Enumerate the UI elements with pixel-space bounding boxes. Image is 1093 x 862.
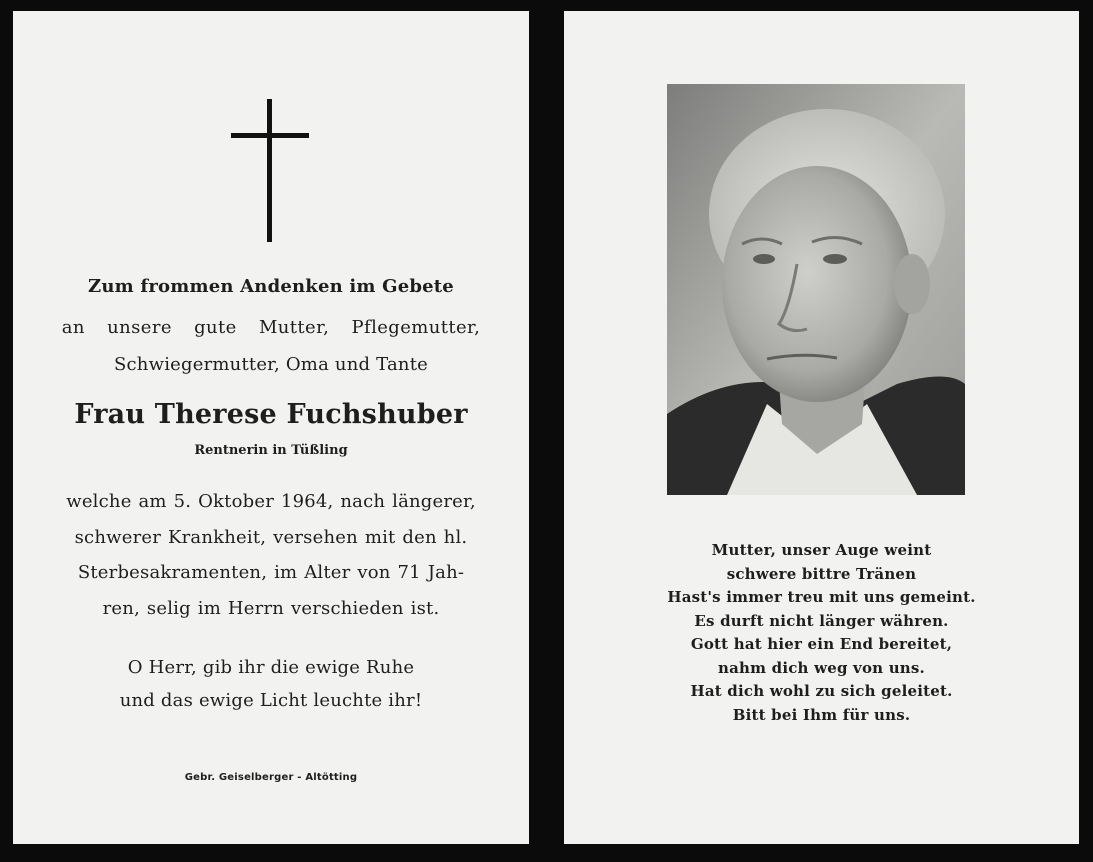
prayer-line: und das ewige Licht leuchte ihr! [119, 690, 423, 711]
relation-line-2: Schwiegermutter, Oma und Tante [114, 354, 428, 375]
right-card [564, 11, 1079, 844]
poem-line: Hast's immer treu mit uns gemeint. [667, 588, 976, 606]
left-card [13, 11, 529, 844]
deceased-name: Frau Therese Fuchshuber [74, 399, 468, 430]
portrait-photo [667, 84, 965, 495]
occupation: Rentnerin in Tüßling [194, 443, 348, 458]
poem-line: Bitt bei Ihm für uns. [732, 705, 911, 724]
poem-line: Es durft nicht länger währen. [694, 611, 949, 630]
heading: Zum frommen Andenken im Gebete [88, 276, 454, 297]
prayer-line: O Herr, gib ihr die ewige Ruhe [127, 657, 415, 678]
printer-imprint: Gebr. Geiselberger - Altötting [184, 772, 358, 783]
poem-line: schwere bittre Tränen [726, 564, 917, 583]
relation-line-1: an unsere gute Mutter, Pflegemutter, [61, 317, 481, 338]
obituary-text [53, 484, 489, 626]
poem-line: Gott hat hier ein End bereitet, [690, 635, 953, 653]
cross-icon [231, 99, 309, 242]
portrait-image [667, 84, 965, 495]
obituary-line: welche am 5. Oktober 1964, nach längerer, [66, 491, 476, 512]
obituary-line: ren, selig im Herrn verschieden ist. [102, 597, 440, 619]
prayer [53, 651, 489, 717]
obituary-line: schwerer Krankheit, versehen mit den hl. [74, 526, 468, 548]
poem-line: Hat dich wohl zu sich geleitet. [690, 682, 953, 700]
poem [604, 539, 1039, 727]
poem-line: Mutter, unser Auge weint [711, 541, 932, 559]
obituary-line: Sterbesakramenten, im Alter von 71 Jah- [77, 562, 465, 583]
poem-line: nahm dich weg von uns. [718, 658, 925, 677]
